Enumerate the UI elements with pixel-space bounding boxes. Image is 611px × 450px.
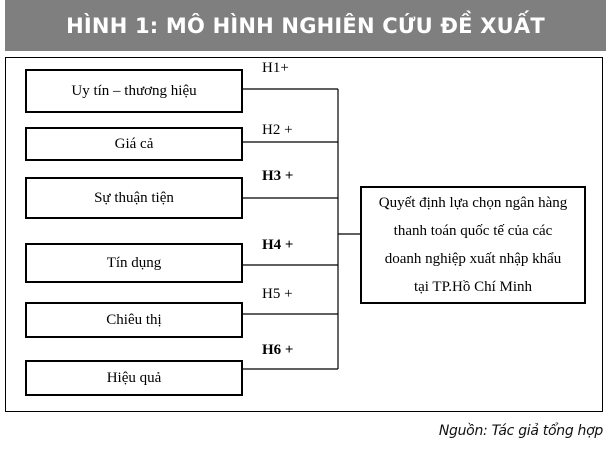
hypothesis-label-h2: H2 + xyxy=(262,122,293,138)
factor-box-convenience xyxy=(25,177,243,219)
factor-box-price xyxy=(25,127,243,161)
factor-box-credit xyxy=(25,243,243,283)
factor-box-promotion xyxy=(25,302,243,338)
factor-label-effectiveness: Hiệu quả xyxy=(106,369,162,386)
outcome-box xyxy=(360,186,586,304)
factor-label-convenience: Sự thuận tiện xyxy=(94,189,174,206)
hypothesis-label-h6: H6 + xyxy=(262,342,294,358)
outcome-line-1: Quyết định lựa chọn ngân hàng xyxy=(378,195,568,211)
factor-label-price: Giá cả xyxy=(114,135,154,152)
factor-label-promotion: Chiêu thị xyxy=(106,311,162,328)
factor-label-reputation: Uy tín – thương hiệu xyxy=(71,82,197,99)
outcome-line-3: doanh nghiệp xuất nhập khẩu xyxy=(384,251,562,267)
hypothesis-label-h3: H3 + xyxy=(262,168,294,184)
factor-label-credit: Tín dụng xyxy=(106,254,162,271)
outcome-line-2: thanh toán quốc tế của các xyxy=(393,223,553,239)
figure-title: HÌNH 1: MÔ HÌNH NGHIÊN CỨU ĐỀ XUẤT xyxy=(66,13,545,38)
hypothesis-label-h4: H4 + xyxy=(262,237,294,253)
factor-box-reputation xyxy=(25,69,243,113)
outcome-line-4: tại TP.Hồ Chí Minh xyxy=(413,279,533,295)
hypothesis-label-h1: H1+ xyxy=(262,60,289,76)
source-note: Nguồn: Tác giả tổng hợp xyxy=(438,423,603,439)
factor-box-effectiveness xyxy=(25,360,243,396)
hypothesis-label-h5: H5 + xyxy=(262,286,293,302)
